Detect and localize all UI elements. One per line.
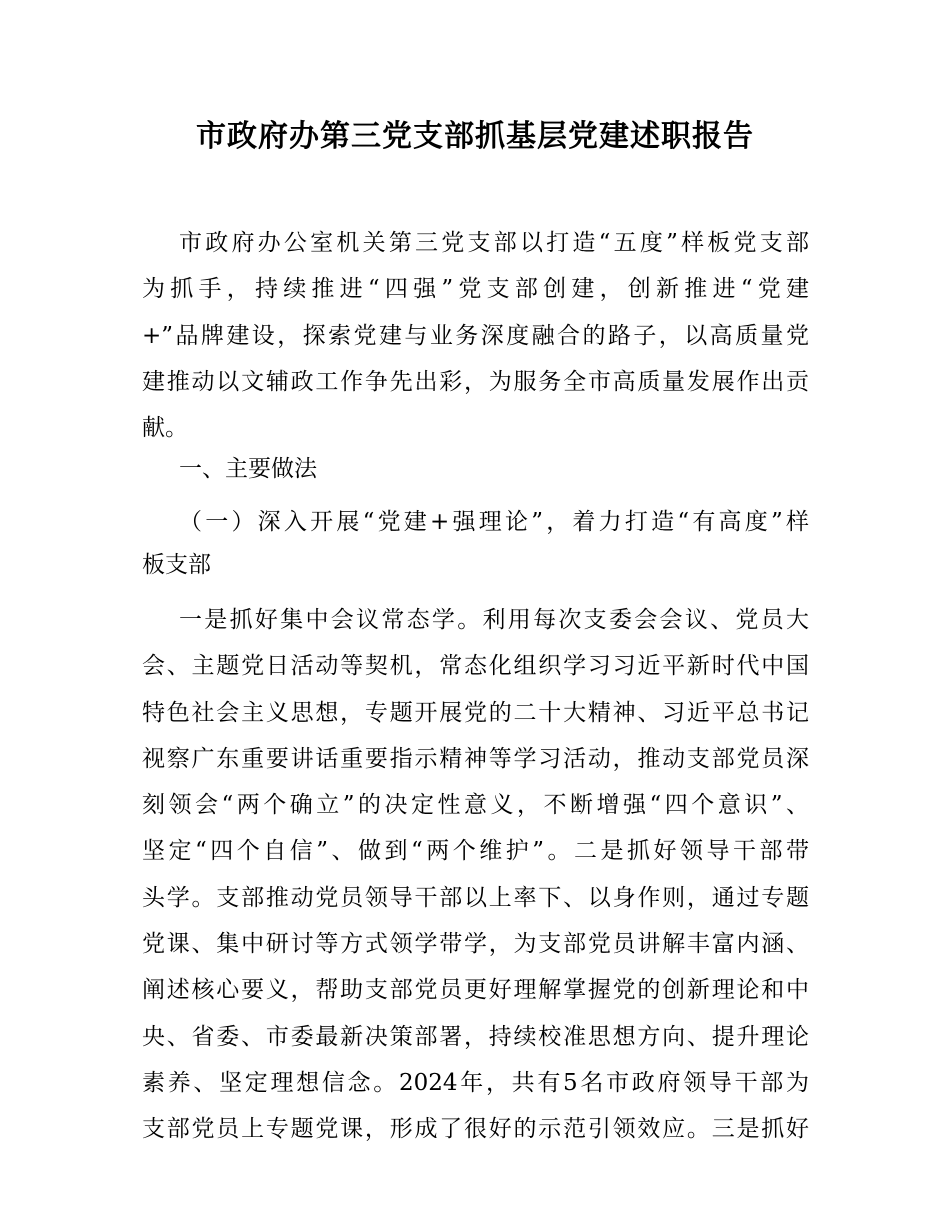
subsection-heading-line: （一）深入开展“党建+强理论”，着力打造“有高度”样 bbox=[179, 509, 809, 535]
intro-paragraph bbox=[142, 220, 809, 451]
paragraph-line: 会、主题党日活动等契机，常态化组织学习习近平新时代中国 bbox=[142, 653, 809, 680]
paragraph-line: 视察广东重要讲话重要指示精神等学习活动，推动支部党员深 bbox=[142, 745, 809, 772]
paragraph-line: 建推动以文辅政工作争先出彩，为服务全市高质量发展作出贡 bbox=[142, 368, 809, 395]
paragraph-line: 为抓手，持续推进“四强”党支部创建，创新推进“党建 bbox=[142, 276, 809, 303]
paragraph-line: 一是抓好集中会议常态学。利用每次支委会会议、党员大 bbox=[179, 607, 809, 633]
body-paragraph bbox=[142, 597, 809, 1153]
paragraph-line: 支部党员上专题党课，形成了很好的示范引领效应。三是抓好 bbox=[142, 1116, 809, 1143]
paragraph-line: 坚定“四个自信”、做到“两个维护”。二是抓好领导干部带 bbox=[142, 838, 809, 865]
paragraph-line: 特色社会主义思想，专题开展党的二十大精神、习近平总书记 bbox=[142, 699, 809, 726]
paragraph-line: 头学。支部推动党员领导干部以上率下、以身作则，通过专题 bbox=[142, 884, 809, 911]
subsection-heading-block bbox=[142, 501, 809, 587]
paragraph-line: 素养、坚定理想信念。2024年，共有5名市政府领导干部为 bbox=[142, 1069, 809, 1096]
subsection-heading-line: 板支部 bbox=[142, 552, 211, 578]
document-title: 市政府办第三党支部抓基层党建述职报告 bbox=[196, 119, 754, 154]
paragraph-line: 刻领会“两个确立”的决定性意义，不断增强“四个意识”、 bbox=[142, 792, 809, 819]
section-heading-block bbox=[142, 446, 809, 492]
section-heading: 一、主要做法 bbox=[179, 456, 317, 482]
paragraph-line: 阐述核心要义，帮助支部党员更好理解掌握党的创新理论和中 bbox=[142, 977, 809, 1004]
paragraph-line: 央、省委、市委最新决策部署，持续校准思想方向、提升理论 bbox=[142, 1023, 809, 1050]
paragraph-line: 献。 bbox=[142, 415, 188, 442]
paragraph-line: 党课、集中研讨等方式领学带学，为支部党员讲解丰富内涵、 bbox=[142, 931, 809, 958]
paragraph-line: +”品牌建设，探索党建与业务深度融合的路子，以高质量党 bbox=[142, 322, 809, 349]
paragraph-line: 市政府办公室机关第三党支部以打造“五度”样板党支部 bbox=[179, 230, 809, 256]
